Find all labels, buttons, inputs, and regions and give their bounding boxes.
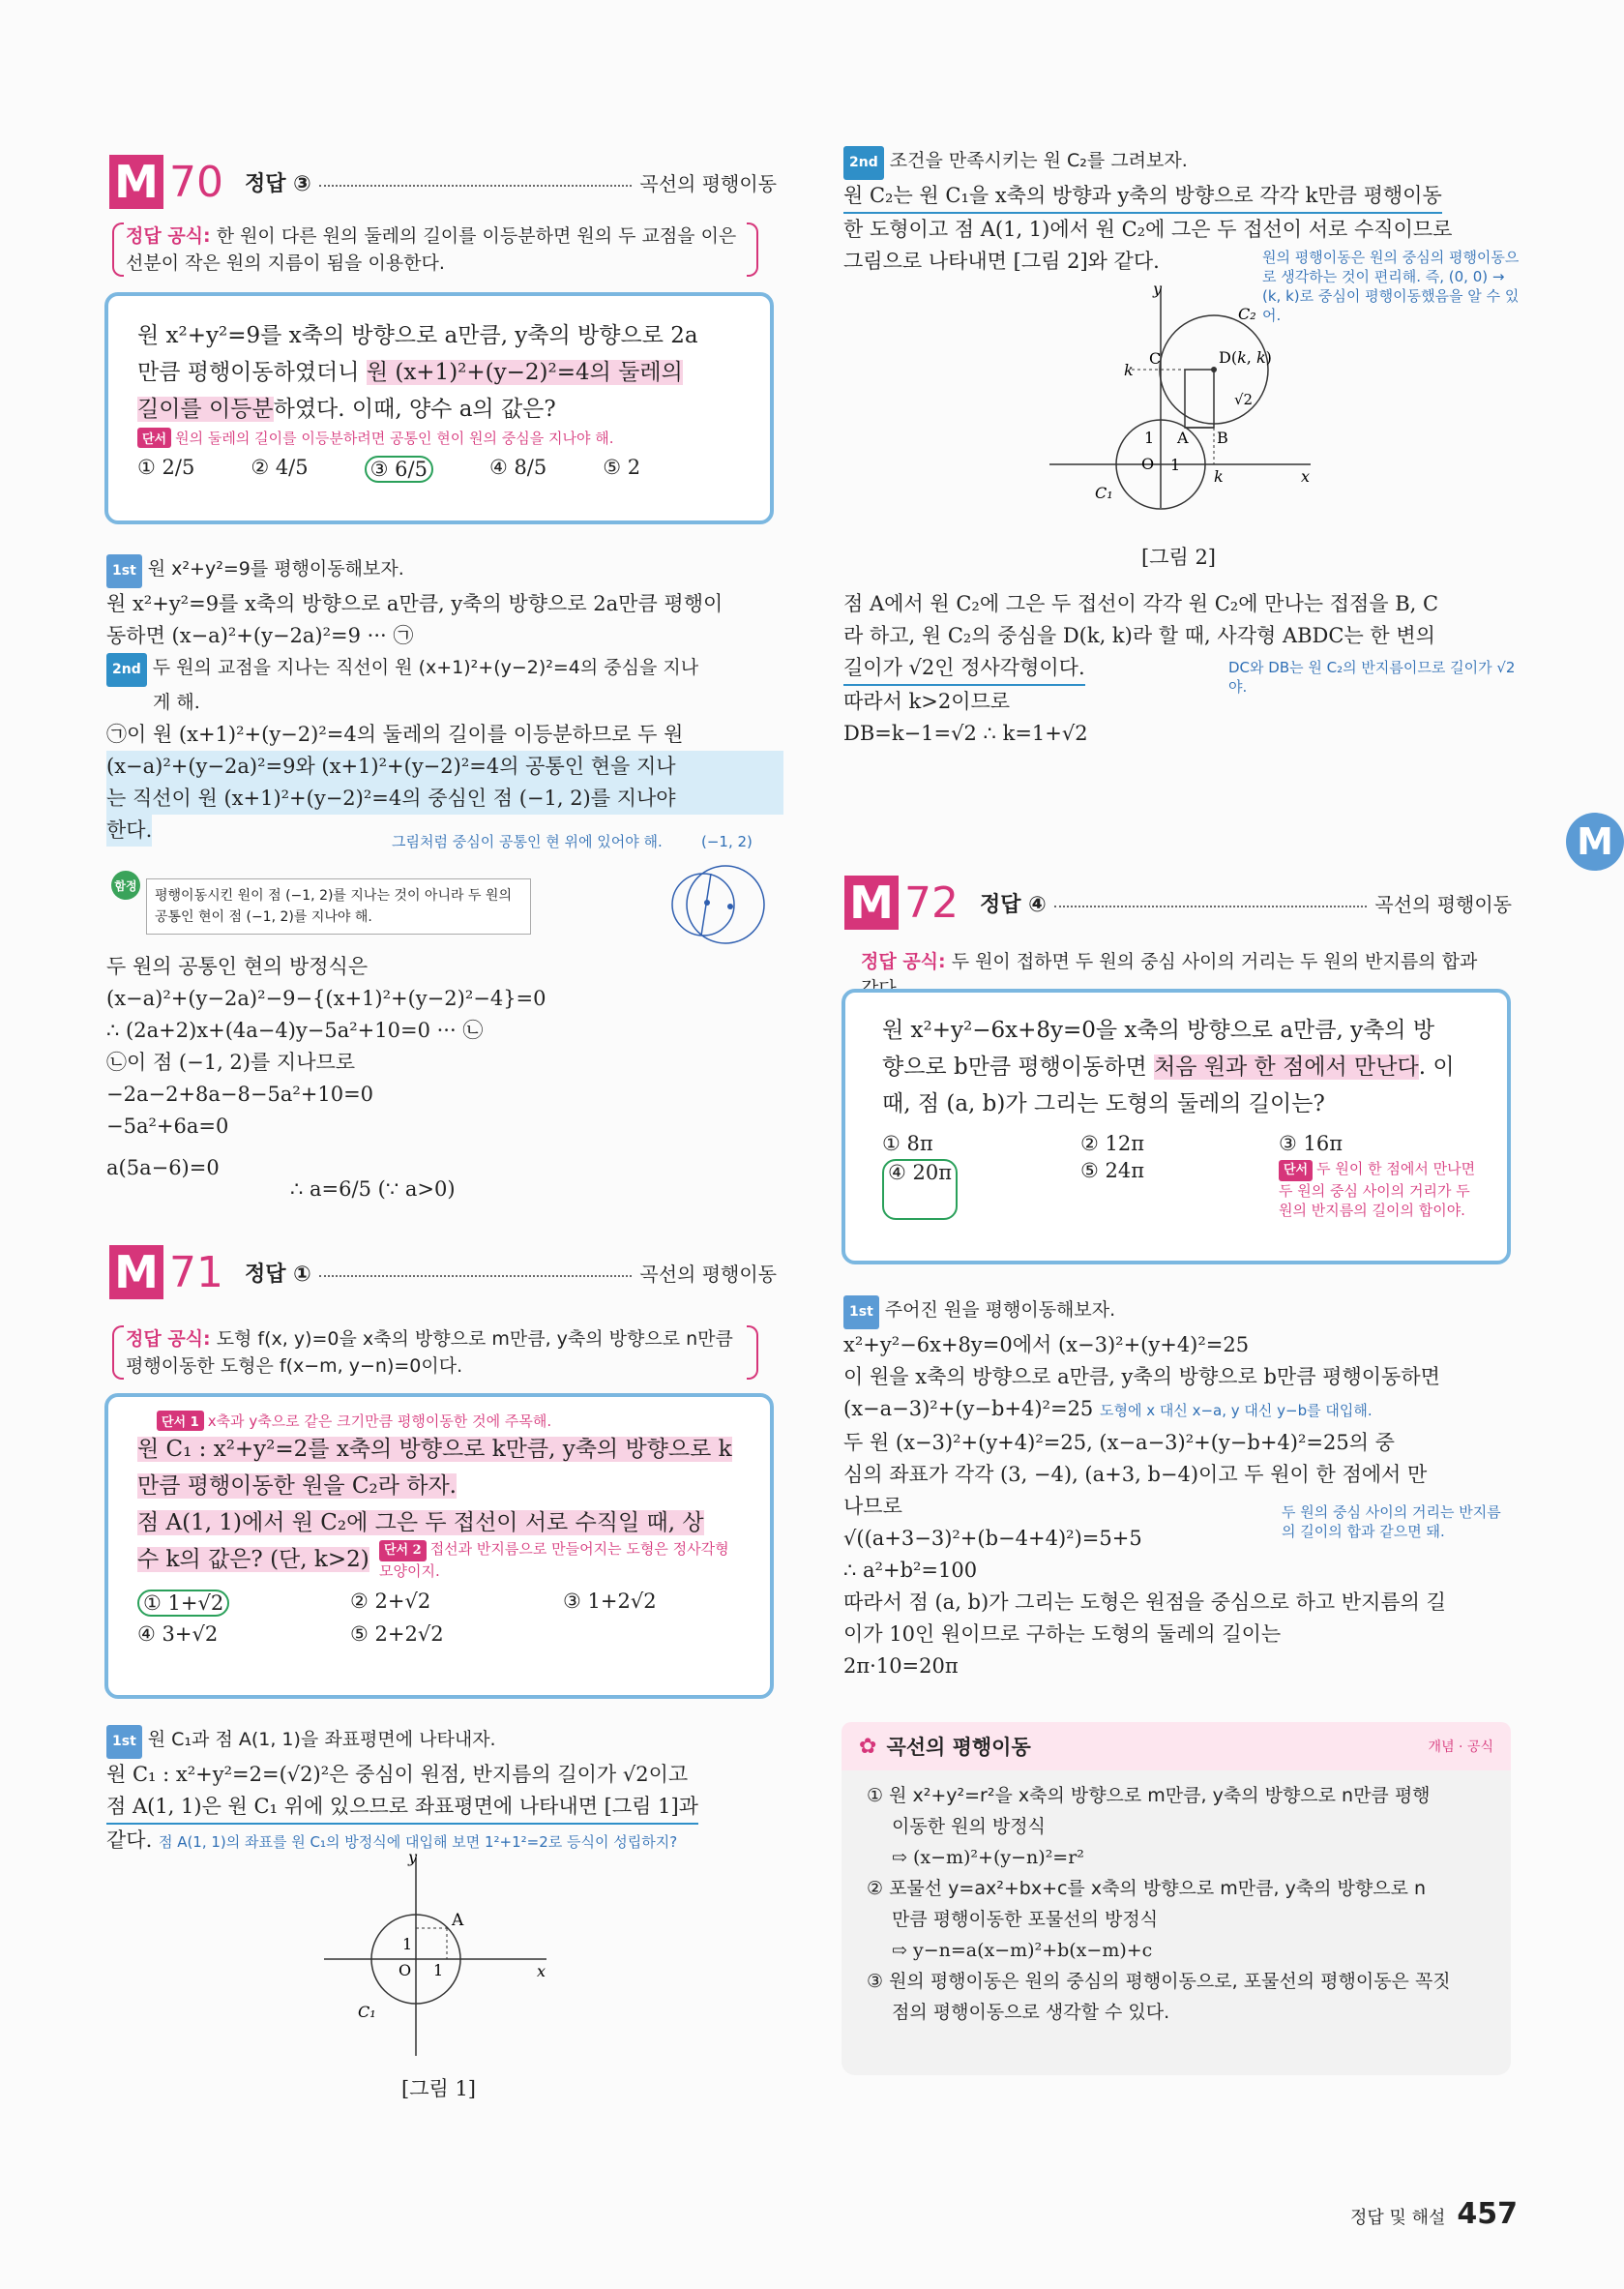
svg-text:A: A [452, 1911, 464, 1930]
flower-icon: ✿ [859, 1734, 877, 1759]
svg-text:1: 1 [402, 1935, 413, 1953]
page-number: 457 [1457, 2197, 1518, 2231]
question-box: 원 x²+y²=9를 x축의 방향으로 a만큼, y축의 방향으로 2a 만큼 평행이동하였더니 원 (x+1)²+(y−2)²=4의 둘레의 길이를 이등분하였다. 이때, 양수 a의 값은? 단서 원의 둘레의 길이를 이등분하려면 공통인 현이 원의 중심을 지나야 해. ① 2/5 ② 4/5 ③ 6/5 ④ 8/5 ⑤ 2 [104, 292, 774, 524]
svg-text:k: k [1124, 361, 1134, 379]
figure-1-caption: [그림 1] [401, 2077, 476, 2100]
choice-1[interactable]: ① 1+√2 [137, 1590, 229, 1617]
figure-note: 그림처럼 중심이 공통인 현 위에 있어야 해. [392, 833, 663, 850]
svg-text:1: 1 [1170, 456, 1181, 474]
solution-70-cont: 두 원의 공통인 현의 방정식은 (x−a)²+(y−2a)²−9−{(x+1)²+(y−2)²−4}=0 ∴ (2a+2)x+(4a−4)y−5a²+10=0 ··· ㉡ ㉡이 점 (−1, 2)를 지나므로 −2a−2+8a−8−5a²+10=0 −5a²+6a=0 a(5a−6)=0 ∴ a=6/5 (∵ a>0) [106, 955, 546, 1201]
choice-1[interactable]: ① 8π [882, 1132, 933, 1155]
problem-number: 71 [169, 1247, 223, 1297]
solution-71: 1st 원 C₁과 점 A(1, 1)을 좌표평면에 나타내자. 원 C₁ : x²+y²=2=(√2)²은 중심이 원점, 반지름의 길이가 √2이고 점 A(1, 1)은 원 C₁ 위에 있으므로 좌표평면에 나타내면 [그림 1]과 같다. 점 A(1, 1)의 좌표를 원 C₁의 방정식에 대입해 보면 1²+1²=2로 등식이 성립하지? [106, 1724, 783, 1858]
choice-3[interactable]: ③ 16π [1279, 1132, 1343, 1155]
svg-text:C: C [1149, 349, 1162, 368]
choice-2[interactable]: ② 12π [1080, 1132, 1145, 1155]
two-circles-figure [653, 856, 774, 963]
choice-5[interactable]: ⑤ 24π [1080, 1159, 1145, 1182]
topic-label: 곡선의 평행이동 [639, 1262, 777, 1286]
problem-71-header [109, 1245, 777, 1299]
choice-1[interactable]: ① 2/5 [137, 456, 195, 479]
svg-text:x: x [537, 1962, 546, 1980]
figure-2-caption: [그림 2] [1141, 546, 1216, 569]
svg-text:C₂: C₂ [1238, 305, 1256, 323]
choices [137, 1590, 741, 1646]
concept-summary: ✿ 곡선의 평행이동 개념 · 공식 ① 원 x²+y²=r²을 x축의 방향으로 m만큼, y축의 방향으로 n만큼 평행 이동한 원의 방정식 ⇨ (x−m)²+(y−n)²=r² ② 포물선 y=ax²+bx+c를 x축의 방향으로 m만큼, y축의 방향으로 n 만큼 평행이동한 포물선의 방정식 ⇨ y−n=a(x−m)²+b(x−m)+c ③ 원의 평행이동은 원의 중심의 평행이동으로, 포물선의 평행이동은 꼭짓 점의 평행이동으로 생각할 수 있다. [842, 1722, 1511, 2075]
problem-number: 70 [169, 157, 223, 207]
choice-5[interactable]: ⑤ 2+2√2 [350, 1622, 444, 1646]
formula-box: 정답 공식: 도형 f(x, y)=0을 x축의 방향으로 m만큼, y축의 방향으로 n만큼 평행이동한 도형은 f(x−m, y−n)=0이다. [126, 1325, 745, 1380]
choice-5[interactable]: ⑤ 2 [603, 456, 641, 479]
svg-text:1: 1 [1144, 429, 1155, 447]
svg-text:D(k, k): D(k, k) [1219, 348, 1272, 367]
question-box: 원 x²+y²−6x+8y=0을 x축의 방향으로 a만큼, y축의 방 향으로 b만큼 평행이동하면 처음 원과 한 점에서 만난다. 이 때, 점 (a, b)가 그리는 도형의 둘레의 길이는? ① 8π ② 12π ③ 16π ④ 20π ⑤ 24π 단서 두 원이 한 점에서 만나면 두 원의 중심 사이의 거리가 두 원의 반지름의 길이의 합이야. [842, 989, 1511, 1264]
svg-text:A: A [1177, 429, 1189, 447]
choice-2[interactable]: ② 4/5 [251, 456, 309, 479]
svg-text:B: B [1217, 429, 1228, 447]
m-badge: M [844, 876, 899, 930]
side-tab[interactable]: M [1566, 813, 1624, 871]
note: 원의 평행이동은 원의 중심의 평행이동으로 생각하는 것이 편리해. 즉, (0, 0) → (k, k)로 중심이 평행이동했음을 알 수 있어. [1262, 249, 1520, 324]
svg-text:y: y [408, 1848, 418, 1866]
question-box: 단서 1 x축과 y축으로 같은 크기만큼 평행이동한 것에 주목해. 원 C₁ : x²+y²=2를 x축의 방향으로 k만큼, y축의 방향으로 k 만큼 평행이동한 원을 C₂라 하자. 점 A(1, 1)에서 원 C₂에 그은 두 접선이 서로 수직일 때, 상 수 k의 값은? (단, k>2) 단서 2 접선과 반지름으로 만들어지는 도형은 정사각형 모양이지. ① 1+√2 ② 2+√2 ③ 1+2√2 ④ 3+√2 ⑤ 2+2√2 [104, 1393, 774, 1699]
solution-72: 1st 주어진 원을 평행이동해보자. x²+y²−6x+8y=0에서 (x−3)²+(y+4)²=25 이 원을 x축의 방향으로 a만큼, y축의 방향으로 b만큼 평행이동하면 (x−a−3)²+(y−b+4)²=25 도형에 x 대신 x−a, y 대신 y−b를 대입해. 두 원 (x−3)²+(y+4)²=25, (x−a−3)²+(y−b+4)²=25의 중 심의 좌표가 각각 (3, −4), (a+3, b−4)이고 두 원이 한 점에서 만 나므로 √((a+3−3)²+(b−4+4)²)=5+5 ∴ a²+b²=100 따라서 점 (a, b)가 그리는 도형은 원점을 중심으로 하고 반지름의 길 이가 10인 원이므로 구하는 도형의 둘레의 길이는 2π·10=20π [843, 1294, 1521, 1682]
problem-72-header [844, 876, 1512, 930]
solution-71-cont: 2nd 조건을 만족시키는 원 C₂를 그려보자. 원 C₂는 원 C₁을 x축의 방향과 y축의 방향으로 각각 k만큼 평행이동 한 도형이고 점 A(1, 1)에서 원 C₂에 그은 두 접선이 서로 수직이므로 그림으로 나타내면 [그림 2]와 같다. [843, 145, 1521, 278]
figure-point-label: (−1, 2) [701, 833, 753, 850]
square-abdc [1185, 370, 1214, 428]
svg-text:k: k [1214, 467, 1224, 486]
note: DC와 DB는 원 C₂의 반지름이므로 길이가 √2야. [1228, 659, 1516, 696]
note: 두 원의 중심 사이의 거리는 반지름의 길이의 합과 같으면 돼. [1282, 1503, 1501, 1540]
m-badge: M [109, 155, 163, 209]
choices: ① 8π ② 12π ③ 16π ④ 20π ⑤ 24π 단서 두 원이 한 점에서 만나면 두 원의 중심 사이의 거리가 두 원의 반지름의 길이의 합이야. [882, 1132, 1476, 1219]
answer-label: 정답 ③ [245, 171, 311, 196]
figure-2 [1035, 281, 1325, 513]
svg-text:C₁: C₁ [1095, 484, 1113, 502]
center-point-2 [727, 904, 733, 909]
formula-box: 정답 공식: 한 원이 다른 원의 둘레의 길이를 이등분하면 원의 두 교점을 이은 선분이 작은 원의 지름이 됨을 이용한다. [126, 223, 745, 277]
answer-label: 정답 ① [245, 1262, 311, 1287]
page-footer: 정답 및 해설 457 [1349, 2197, 1518, 2231]
svg-text:O: O [399, 1961, 412, 1979]
m-badge: M [109, 1245, 163, 1299]
svg-text:O: O [1141, 455, 1155, 473]
topic-label: 곡선의 평행이동 [639, 171, 777, 195]
problem-number: 72 [904, 877, 959, 928]
formula-box: 정답 공식: 두 원이 접하면 두 원의 중심 사이의 거리는 두 원의 반지름의 합과 [861, 951, 1478, 972]
hint: 단서 원의 둘레의 길이를 이등분하려면 공통인 현이 원의 중심을 지나야 해. [137, 428, 741, 448]
svg-text:√2: √2 [1234, 391, 1254, 408]
choice-3[interactable]: ③ 6/5 [365, 456, 433, 483]
choice-3[interactable]: ③ 1+2√2 [563, 1590, 657, 1613]
topic-label: 곡선의 평행이동 [1374, 892, 1512, 916]
solution-71-end: 점 A에서 원 C₂에 그은 두 접선이 각각 원 C₂에 만나는 접점을 B, C 라 하고, 원 C₂의 중심을 D(k, k)라 할 때, 사각형 ABDC는 한 변의 길이가 √2인 정사각형이다. 따라서 k>2이므로 DB=k−1=√2 ∴ k=1+√2 [843, 592, 1439, 745]
svg-text:x: x [1301, 467, 1311, 486]
svg-text:1: 1 [433, 1961, 444, 1979]
choice-4[interactable]: ④ 8/5 [488, 456, 547, 479]
choice-2[interactable]: ② 2+√2 [350, 1590, 431, 1613]
circle-b [687, 866, 764, 943]
center-point [704, 900, 710, 906]
solution-70: 1st 원 x²+y²=9를 평행이동해보자. 원 x²+y²=9를 x축의 방향으로 a만큼, y축의 방향으로 2a만큼 평행이 동하면 (x−a)²+(y−2a)²=9 ··· ㉠ 2nd 두 원의 교점을 지나는 직선이 원 (x+1)²+(y−2)²=4의 중심을 지나 게 해. ㉠이 원 (x+1)²+(y−2)²=4의 둘레의 길이를 이등분하므로 두 원 (x−a)²+(y−2a)²=9와 (x+1)²+(y−2)²=4의 공통인 현을 지나 는 직선이 원 (x+1)²+(y−2)²=4의 중심인 점 (−1, 2)를 지나야 한다. [106, 553, 783, 847]
svg-text:y: y [1153, 280, 1163, 298]
figure-1 [319, 1848, 571, 2066]
svg-text:C₁: C₁ [358, 2003, 376, 2021]
choice-4[interactable]: ④ 20π [882, 1159, 958, 1220]
answer-label: 정답 ④ [980, 892, 1047, 917]
choices [137, 456, 741, 483]
problem-70-header [109, 155, 777, 209]
trap-note: 함정 평행이동시킨 원이 점 (−1, 2)를 지나는 것이 아니라 두 원의 공통인 현이 점 (−1, 2)를 지나야 해. [111, 871, 517, 940]
choice-4[interactable]: ④ 3+√2 [137, 1622, 219, 1646]
